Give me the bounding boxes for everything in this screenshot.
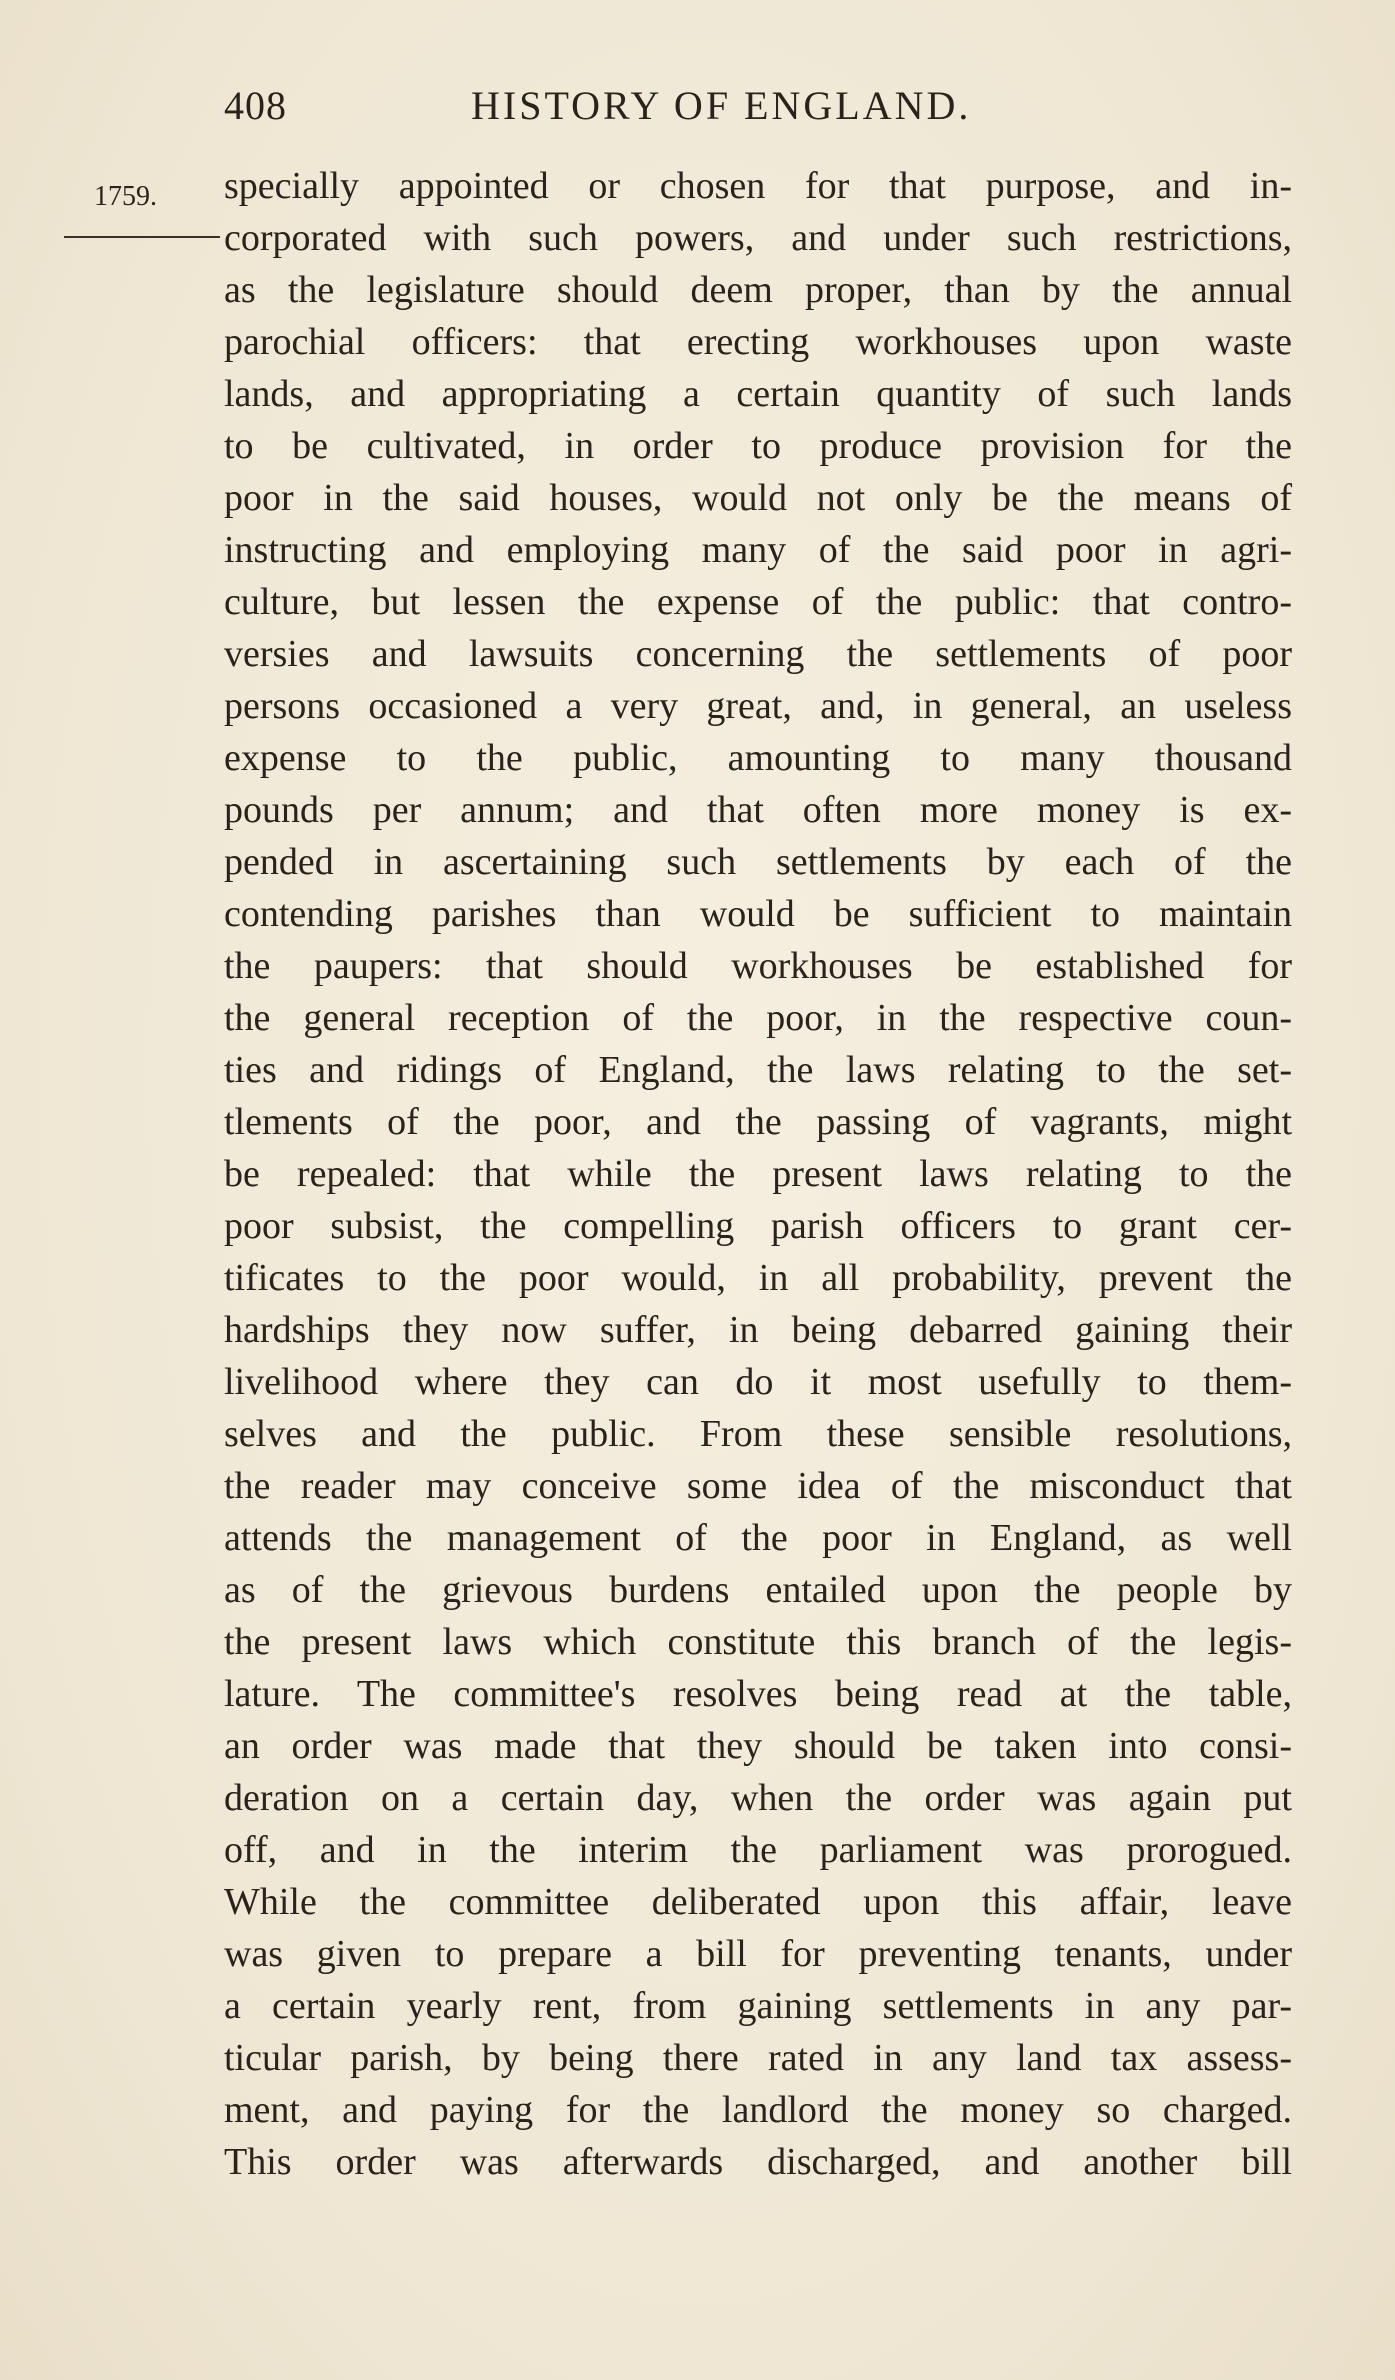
text-line: ties and ridings of England, the laws relating to the set- bbox=[224, 1049, 1292, 1091]
running-head bbox=[224, 82, 1054, 138]
text-line: ticular parish, by being there rated in any land tax assess- bbox=[224, 2037, 1292, 2079]
text-line: the present laws which constitute this branch of the legis- bbox=[224, 1621, 1292, 1663]
text-line: While the committee deliberated upon this affair, leave bbox=[224, 1881, 1292, 1923]
margin-rule bbox=[64, 236, 220, 238]
text-line: deration on a certain day, when the order was again put bbox=[224, 1777, 1292, 1819]
text-line: as the legislature should deem proper, than by the annual bbox=[224, 269, 1292, 311]
text-line: was given to prepare a bill for preventing tenants, under bbox=[224, 1933, 1292, 1975]
text-line: hardships they now suffer, in being debarred gaining their bbox=[224, 1309, 1292, 1351]
text-line: lature. The committee's resolves being read at the table, bbox=[224, 1673, 1292, 1715]
text-line: livelihood where they can do it most usefully to them- bbox=[224, 1361, 1292, 1403]
text-line: This order was afterwards discharged, and another bill bbox=[224, 2141, 1292, 2183]
text-line: poor subsist, the compelling parish officers to grant cer- bbox=[224, 1205, 1292, 1247]
running-title: HISTORY OF ENGLAND. bbox=[471, 83, 972, 128]
text-line: parochial officers: that erecting workhouses upon waste bbox=[224, 321, 1292, 363]
text-line: expense to the public, amounting to many thousand bbox=[224, 737, 1292, 779]
text-line: to be cultivated, in order to produce provision for the bbox=[224, 425, 1292, 467]
text-line: ment, and paying for the landlord the money so charged. bbox=[224, 2089, 1292, 2131]
text-line: versies and lawsuits concerning the settlements of poor bbox=[224, 633, 1292, 675]
text-line: instructing and employing many of the said poor in agri- bbox=[224, 529, 1292, 571]
text-line: poor in the said houses, would not only be the means of bbox=[224, 477, 1292, 519]
text-line: selves and the public. From these sensible resolutions, bbox=[224, 1413, 1292, 1455]
page-number: 408 bbox=[224, 83, 287, 128]
text-line: off, and in the interim the parliament was prorogued. bbox=[224, 1829, 1292, 1871]
text-line: tlements of the poor, and the passing of vagrants, might bbox=[224, 1101, 1292, 1143]
text-line: contending parishes than would be sufficient to maintain bbox=[224, 893, 1292, 935]
text-line: specially appointed or chosen for that purpose, and in- bbox=[224, 165, 1292, 207]
text-line: be repealed: that while the present laws relating to the bbox=[224, 1153, 1292, 1195]
margin-year-note: 1759. bbox=[94, 181, 157, 212]
text-line: lands, and appropriating a certain quantity of such lands bbox=[224, 373, 1292, 415]
text-line: pounds per annum; and that often more money is ex- bbox=[224, 789, 1292, 831]
text-line: pended in ascertaining such settlements by each of the bbox=[224, 841, 1292, 883]
text-line: a certain yearly rent, from gaining settlements in any par- bbox=[224, 1985, 1292, 2027]
text-line: the paupers: that should workhouses be established for bbox=[224, 945, 1292, 987]
text-line: attends the management of the poor in England, as well bbox=[224, 1517, 1292, 1559]
text-line: culture, but lessen the expense of the public: that contro- bbox=[224, 581, 1292, 623]
text-line: an order was made that they should be taken into consi- bbox=[224, 1725, 1292, 1767]
text-line: the reader may conceive some idea of the misconduct that bbox=[224, 1465, 1292, 1507]
text-line: persons occasioned a very great, and, in general, an useless bbox=[224, 685, 1292, 727]
text-line: tificates to the poor would, in all probability, prevent the bbox=[224, 1257, 1292, 1299]
text-line: the general reception of the poor, in the respective coun- bbox=[224, 997, 1292, 1039]
text-line: as of the grievous burdens entailed upon the people by bbox=[224, 1569, 1292, 1611]
text-line: corporated with such powers, and under such restrictions, bbox=[224, 217, 1292, 259]
body-text bbox=[224, 160, 1292, 2188]
